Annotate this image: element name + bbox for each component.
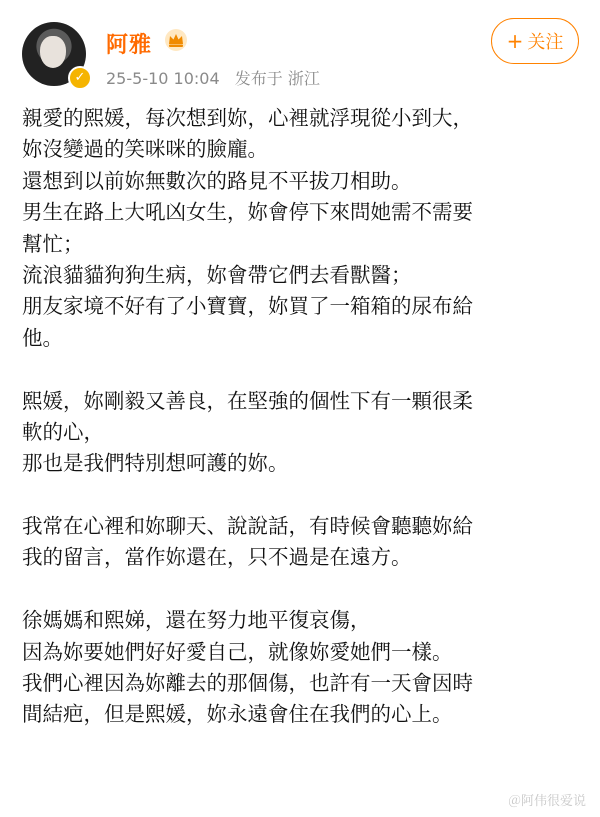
crown-icon bbox=[163, 28, 189, 52]
post-line: 我常在心裡和妳聊天、說說話，有時候會聽聽妳給 bbox=[22, 514, 473, 539]
post-line: 他。 bbox=[22, 325, 63, 350]
post-line: 幫忙； bbox=[22, 231, 84, 256]
post-line: 我的留言，當作妳還在，只不過是在遠方。 bbox=[22, 545, 412, 570]
plus-icon: + bbox=[506, 29, 524, 53]
timestamp: 25-5-10 10:04 bbox=[106, 69, 220, 88]
post-line: 妳沒變過的笑咪咪的臉龐。 bbox=[22, 137, 268, 162]
verified-badge-icon: ✓ bbox=[68, 66, 92, 90]
follow-button[interactable] bbox=[491, 18, 579, 64]
username[interactable]: 阿雅 bbox=[106, 33, 153, 58]
paragraph-gap bbox=[22, 574, 582, 605]
post-line: 徐媽媽和熙娣，還在努力地平復哀傷， bbox=[22, 608, 371, 633]
post-line: 那也是我們特別想呵護的妳。 bbox=[22, 451, 289, 476]
post-line: 熙媛，妳剛毅又善良，在堅強的個性下有一顆很柔 bbox=[22, 388, 473, 413]
location: 发布于 浙江 bbox=[234, 69, 320, 88]
post-line: 間結疤，但是熙媛，妳永遠會住在我們的心上。 bbox=[22, 702, 453, 727]
follow-label: 关注 bbox=[527, 32, 564, 53]
post-body bbox=[22, 103, 582, 731]
post-header bbox=[0, 0, 600, 96]
post-line: 男生在路上大吼凶女生，妳會停下來問她需不需要 bbox=[22, 200, 473, 225]
avatar-face bbox=[40, 36, 66, 68]
post-line: 親愛的熙媛，每次想到妳，心裡就浮現從小到大， bbox=[22, 106, 473, 130]
post-line: 流浪貓貓狗狗生病，妳會帶它們去看獸醫； bbox=[22, 262, 412, 287]
post-line: 還想到以前妳無數次的路見不平拔刀相助。 bbox=[22, 168, 412, 193]
post-line: 因為妳要她們好好愛自己，就像妳愛她們一樣。 bbox=[22, 639, 453, 664]
post-line: 軟的心， bbox=[22, 419, 104, 444]
post-line: 朋友家境不好有了小寶寶，妳買了一箱箱的尿布給 bbox=[22, 294, 473, 319]
paragraph-gap bbox=[22, 354, 582, 385]
post-line: 我們心裡因為妳離去的那個傷，也許有一天會因時 bbox=[22, 671, 473, 696]
watermark: ＠阿伟很爱说 bbox=[507, 794, 586, 809]
paragraph-gap bbox=[22, 480, 582, 511]
post-meta bbox=[106, 66, 330, 89]
